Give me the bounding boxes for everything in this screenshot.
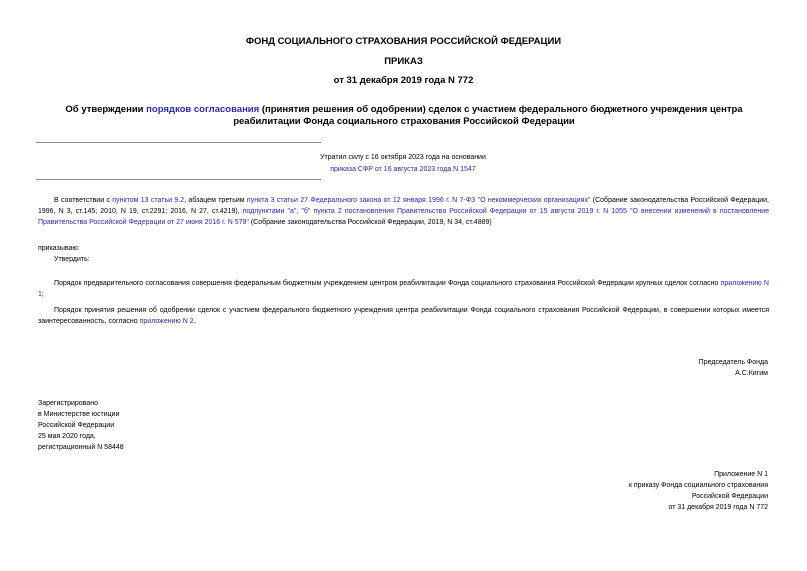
annotation-link[interactable]: приказа СФР от 16 августа 2023 года N 1547 bbox=[330, 166, 476, 173]
preamble-link-3[interactable]: подпунктами "а", "б" пункта 2 постановления Правительства Российской Федерации от 15 августа 2019 г. N 1055 "О внесении изменений в постановление Правительства Российской Федерации от 27 июня 2016 г. N 579" bbox=[38, 208, 769, 226]
item-1-text: Порядок предварительного согласования совершения федеральным бюджетным учреждением центром реабилитации Фонда социального страхования Российской Федерации крупных сделок согласно bbox=[54, 280, 721, 287]
registration-line: регистрационный N 58448 bbox=[38, 444, 124, 451]
org-heading: ФОНД СОЦИАЛЬНОГО СТРАХОВАНИЯ РОССИЙСКОЙ ФЕДЕРАЦИИ bbox=[245, 36, 562, 47]
item-2-paragraph bbox=[38, 305, 769, 327]
order-word: приказываю: bbox=[38, 245, 80, 252]
preamble-text-4: (Собрание законодательства Российской Федерации, 2019, N 34, ст.4889) bbox=[248, 219, 492, 226]
item-2-text: Порядок принятия решения об одобрении сделок с участием федерального бюджетного учреждения центра реабилитации Фонда социального страхования Российской Федерации, в совершении которых имеется заинтересованность, согласно bbox=[38, 307, 769, 325]
preamble-text-2: , абзацем третьим bbox=[184, 197, 247, 204]
title-rest: (принятия решения об одобрении) сделок с участием федерального бюджетного учреждения центра реабилитации Фонда социального страхования Российской Федерации bbox=[233, 104, 743, 127]
appendix-line: Приложение N 1 bbox=[714, 471, 768, 478]
signature-name: А.С.Кигим bbox=[735, 370, 768, 377]
doc-date-number: от 31 декабря 2019 года N 772 bbox=[333, 75, 474, 86]
item-1-paragraph bbox=[38, 278, 769, 300]
registration-line: Российской Федерации bbox=[38, 422, 115, 429]
signature-position: Председатель Фонда bbox=[698, 359, 768, 366]
title-prefix: Об утверждении bbox=[65, 104, 147, 115]
registration-block bbox=[38, 398, 124, 453]
annotation-bottom-rule bbox=[36, 179, 321, 180]
item-1-link[interactable]: приложению N 1 bbox=[38, 280, 769, 298]
appendix-line: Российской Федерации bbox=[691, 493, 768, 500]
item-1-end: ; bbox=[41, 291, 44, 298]
preamble-text-3: (Собрание законодательства Российской Федерации, 1996, N 3, ст.145; 2010, N 19, ст.2291; 2016, N 27, ст.4219), bbox=[38, 197, 769, 215]
annotation-top-rule bbox=[36, 142, 321, 143]
item-2-end: . bbox=[193, 318, 196, 325]
signature-block bbox=[560, 357, 768, 379]
preamble-link-1[interactable]: пунктом 13 статьи 9.2 bbox=[112, 197, 185, 204]
item-2-link[interactable]: приложению N 2 bbox=[139, 318, 194, 325]
registration-line: Зарегистрировано bbox=[38, 400, 98, 407]
approve-word: Утвердить: bbox=[54, 256, 90, 263]
preamble-text-1: В соответствии с bbox=[54, 197, 113, 204]
registration-line: 25 мая 2020 года, bbox=[38, 433, 96, 440]
appendix-line: от 31 декабря 2019 года N 772 bbox=[668, 504, 768, 511]
preamble-link-2[interactable]: пункта 3 статьи 27 Федерального закона от 12 января 1996 г. N 7-ФЗ "О некоммерческих организациях" bbox=[246, 197, 591, 204]
document-title bbox=[36, 104, 772, 128]
doc-type-heading: ПРИКАЗ bbox=[384, 56, 423, 67]
annotation bbox=[300, 152, 506, 176]
registration-line: в Министерстве юстиции bbox=[38, 411, 120, 418]
appendix-line: к приказу Фонда социального страхования bbox=[628, 482, 768, 489]
appendix-header bbox=[560, 469, 768, 513]
title-link[interactable]: порядков согласования bbox=[146, 104, 260, 115]
preamble-paragraph bbox=[38, 195, 769, 228]
annotation-text: Утратил силу с 16 октября 2023 года на основании bbox=[320, 154, 486, 161]
